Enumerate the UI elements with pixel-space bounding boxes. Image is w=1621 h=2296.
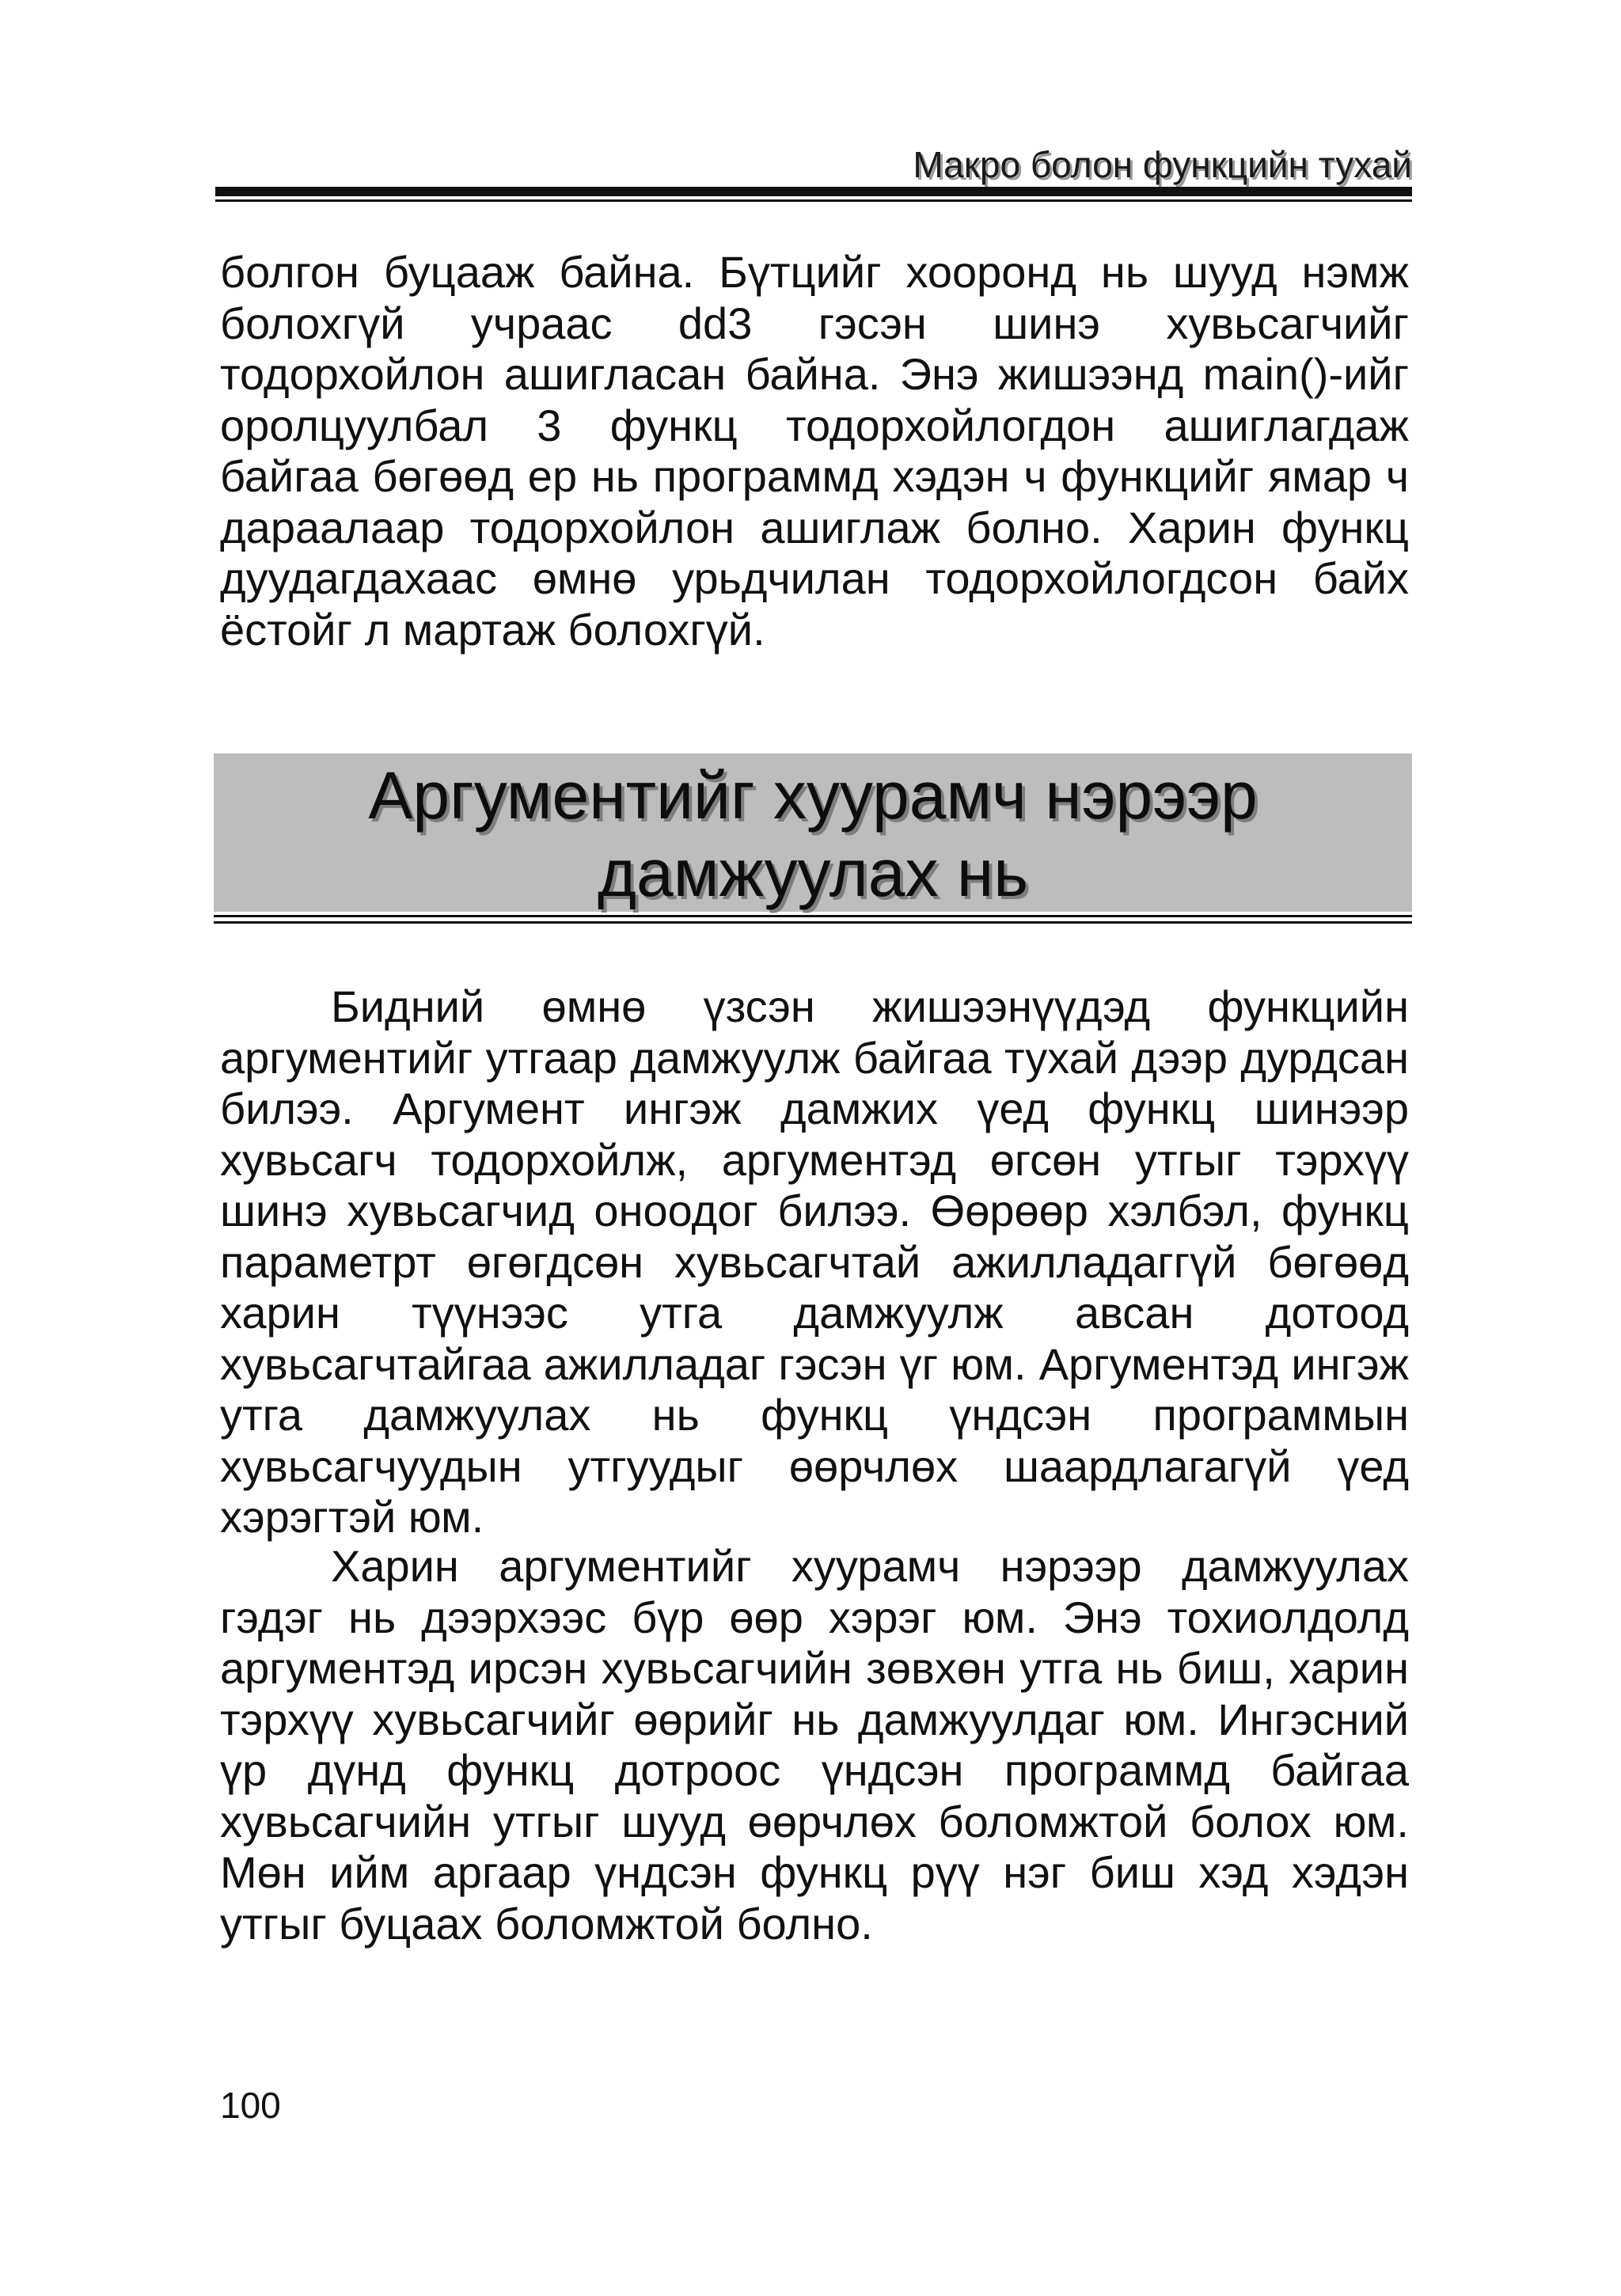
running-header-title: Макро болон функцийн тухай: [913, 144, 1412, 185]
paragraph-body-1: [220, 981, 1409, 1543]
section-heading-rule-bottom: [214, 921, 1412, 924]
running-header: [215, 135, 1412, 199]
section-heading-box: [214, 753, 1412, 912]
page-number: 100: [220, 2085, 281, 2126]
section-heading-line-2: дамжуулах нь: [598, 836, 1028, 910]
paragraph-text: болгон буцааж байна. Бүтцийг хооронд нь шууд нэмж болохгүй учраас dd3 гэсэн шинэ хувьсагчийг тодорхойлон ашигласан байна. Энэ жишээнд main()-ийг оролцуулбал 3 функц тодорхойлогдон ашиглагдаж байгаа бөгөөд ер нь программд хэдэн ч функцийг ямар ч дараалаар тодорхойлон ашиглаж болно. Харин функц дуудагдахаас өмнө урьдчилан тодорхойлогдсон байх ёстойг л мартаж болохгүй.: [220, 247, 1409, 655]
section-heading-line-1: Аргументийг хуурамч нэрээр: [368, 758, 1258, 833]
section-heading: [214, 757, 1412, 912]
header-rule-thick: [215, 187, 1412, 196]
paragraph-text: Бидний өмнө үзсэн жишээнүүдэд функцийн аргументийг утгаар дамжуулж байгаа тухай дээр дурдсан билээ. Аргумент ингэж дамжих үед функц шинээр хувьсагч тодорхойлж, аргументэд өгсөн утгыг тэрхүү шинэ хувьсагчид оноодог билээ. Өөрөөр хэлбэл, функц параметрт өгөгдсөн хувьсагчтай ажилладаггүй бөгөөд харин түүнээс утга дамжуулж авсан дотоод хувьсагчтайгаа ажилладаг гэсэн үг юм. Аргументэд ингэж утга дамжуулах нь функц үндсэн программын хувьсагчуудын утгуудыг өөрчлөх шаардлагагүй үед хэрэгтэй юм.: [220, 981, 1409, 1542]
paragraph-body-2: [220, 1541, 1409, 1949]
paragraph-text: Харин аргументийг хуурамч нэрээр дамжуулах гэдэг нь дээрхээс бүр өөр хэрэг юм. Энэ тохиолдолд аргументэд ирсэн хувьсагчийн зөвхөн утга нь биш, харин тэрхүү хувьсагчийг өөрийг нь дамжуулдаг юм. Ингэсний үр дүнд функц дотроос үндсэн программд байгаа хувьсагчийн утгыг шууд өөрчлөх боломжтой болох юм. Мөн ийм аргаар үндсэн функц рүү нэг биш хэд хэдэн утгыг буцаах боломжтой болно.: [220, 1541, 1409, 1949]
header-rule-thin: [215, 199, 1412, 202]
section-heading-rule-top: [214, 915, 1412, 917]
paragraph-continued: [220, 247, 1409, 655]
